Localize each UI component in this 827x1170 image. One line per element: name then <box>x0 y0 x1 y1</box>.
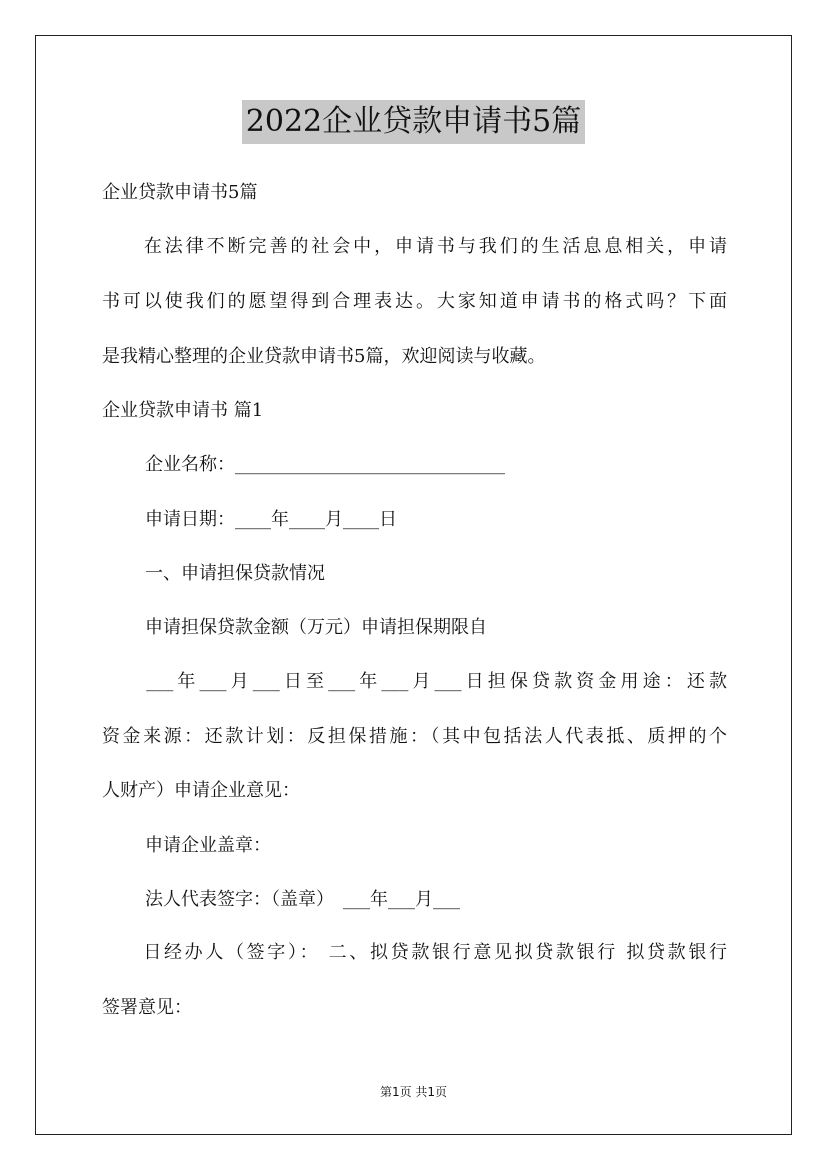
company-name-field: 企业名称：______________________________ <box>145 454 505 475</box>
section-heading: 企业贷款申请书 篇1 <box>102 400 264 421</box>
paragraph-a-line-2: 资金来源：还款计划：反担保措施：（其中包括法人代表抵、质押的个 <box>102 726 727 747</box>
paragraph-b-line-1: 日经办人（签字）： 二、拟贷款银行意见拟贷款银行 拟贷款银行 <box>102 942 727 963</box>
subtitle: 企业贷款申请书5篇 <box>102 182 258 203</box>
guarantee-amount-line: 申请担保贷款金额（万元）申请担保期限自 <box>145 617 487 638</box>
intro-line-3: 是我精心整理的企业贷款申请书5篇，欢迎阅读与收藏。 <box>102 346 546 367</box>
page-footer: 第1页 共1页 <box>379 1085 448 1099</box>
section-one-heading: 一、申请担保贷款情况 <box>145 563 325 584</box>
intro-line-2: 书可以使我们的愿望得到合理表达。大家知道申请书的格式吗？下面 <box>102 291 727 312</box>
apply-date-field: 申请日期：____年____月____日 <box>145 509 397 530</box>
paragraph-a-line-1: ___年___月___日至___年___月___日担保贷款资金用途：还款 <box>102 671 727 692</box>
document-title: 2022企业贷款申请书5篇 <box>242 100 585 144</box>
title-block <box>0 100 827 144</box>
paragraph-b-line-2: 签署意见： <box>102 997 192 1018</box>
intro-line-1: 在法律不断完善的社会中，申请书与我们的生活息息相关，申请 <box>102 236 727 257</box>
legal-rep-line: 法人代表签字：（盖章） ___年___月___ <box>145 889 460 910</box>
paragraph-a-line-3: 人财产）申请企业意见： <box>102 780 300 801</box>
seal-line: 申请企业盖章： <box>145 835 271 856</box>
